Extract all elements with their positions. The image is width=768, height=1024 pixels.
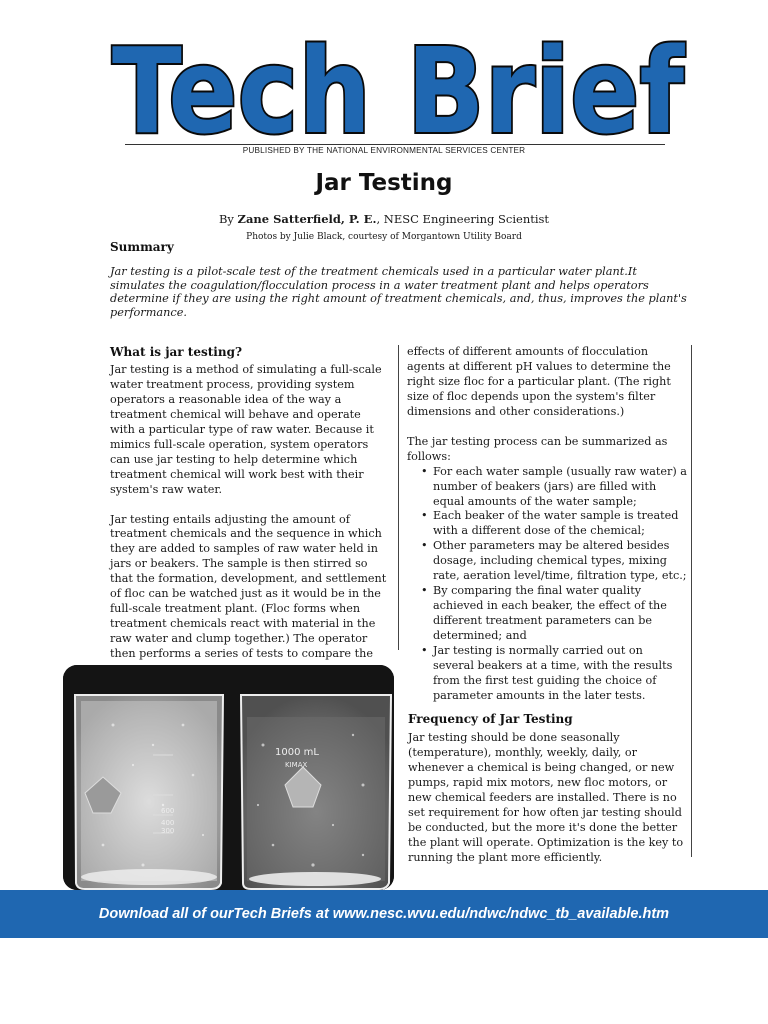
byline-prefix: By xyxy=(218,212,238,226)
right-beaker-volume: 1000 mL xyxy=(275,747,319,758)
summary-text: Jar testing is a pilot-scale test of the treatment chemicals used in a particular water plant.It simulates the coagulation/flocculation process in a water treatment plant and helps operators determine if they are using the right amount of treatment chemicals, and, thus, improves the plant's performance. xyxy=(110,265,687,319)
process-bullet-1: • For each water sample (usually raw water) a number of beakers (jars) are filled with equal amounts of the water sample; xyxy=(433,465,687,510)
frequency-text: Jar testing should be done seasonally (temperature), monthly, weekly, daily, or whenever a chemical is being changed, or new pumps, rapid mix motors, new floc motors, or new chemical feeders are installed. There is no set requirement for how often jar testing should be conducted, but the more it's done the better the plant will operate. Optimization is the key to running the plant more efficiently. xyxy=(408,731,684,864)
process-bullet-4: • By comparing the final water quality achieved in each beaker, the effect of the different treatment parameters can be determined; and xyxy=(433,584,687,644)
left-mark-400: 400 xyxy=(161,819,175,827)
right-edge-rule xyxy=(691,345,692,857)
byline xyxy=(0,212,768,226)
masthead-logo xyxy=(108,28,688,143)
column-divider xyxy=(398,345,399,650)
left-column xyxy=(110,363,388,662)
process-intro: The jar testing process can be summarized as follows: xyxy=(407,434,668,463)
left-beaker xyxy=(75,695,223,889)
process-bullet-2: • Each beaker of the water sample is treated with a different dose of the chemical; xyxy=(433,509,687,539)
right-beaker-brand: KIMAX xyxy=(285,761,308,769)
right-column xyxy=(407,345,687,704)
right-beaker xyxy=(241,695,391,889)
article-title: Jar Testing xyxy=(315,170,453,196)
continuation-paragraph: effects of different amounts of flocculation agents at different pH values to determine the right size floc for a particular plant. (The right size of floc depends upon the system's filter dimensions and other considerations.) xyxy=(407,345,671,418)
process-bullet-5: • Jar testing is normally carried out on several beakers at a time, with the results from the first test guiding the choice of parameter amounts in the later tests. xyxy=(433,644,687,704)
photo-credit: Photos by Julie Black, courtesy of Morgantown Utility Board xyxy=(246,232,522,242)
what-is-heading: What is jar testing? xyxy=(110,345,242,359)
masthead-rule xyxy=(125,144,665,145)
masthead-title: Tech Brief xyxy=(112,28,686,143)
what-is-paragraph-2: Jar testing entails adjusting the amount of treatment chemicals and the sequence in which they are added to samples of raw water held in jars or beakers. The sample is then stirred so that the formation, development, and settlement of floc can be watched just as it would be in the full-scale treatment plant. (Floc forms when treatment chemicals react with material in the raw water and clump together.) The operator then performs a series of tests to compare the xyxy=(110,512,387,661)
what-is-paragraph-1: Jar testing is a method of simulating a full-scale water treatment process, providing system operators a reasonable idea of the way a treatment chemical will behave and operate with a particular type of raw water. Because it mimics full-scale operation, system operators can use jar testing to help determine which treatment chemical will work best with their system's raw water. xyxy=(110,363,382,496)
author-role: , NESC Engineering Scientist xyxy=(376,212,550,226)
author-name: Zane Satterfield, P. E. xyxy=(237,212,377,226)
summary-heading: Summary xyxy=(110,240,174,254)
left-mark-600: 600 xyxy=(161,807,175,815)
download-banner-text[interactable]: Download all of ourTech Briefs at www.nesc.wvu.edu/ndwc/ndwc_tb_available.htm xyxy=(98,906,670,922)
frequency-heading: Frequency of Jar Testing xyxy=(408,712,573,726)
download-banner[interactable] xyxy=(0,890,768,938)
process-bullet-3: • Other parameters may be altered besides dosage, including chemical types, mixing rate, aeration level/time, filtration type, etc.; xyxy=(433,539,687,584)
publisher-line: PUBLISHED BY THE NATIONAL ENVIRONMENTAL SERVICES CENTER xyxy=(242,146,526,155)
process-list xyxy=(407,465,687,704)
left-mark-300: 300 xyxy=(161,827,175,835)
beakers-photo xyxy=(63,665,394,890)
